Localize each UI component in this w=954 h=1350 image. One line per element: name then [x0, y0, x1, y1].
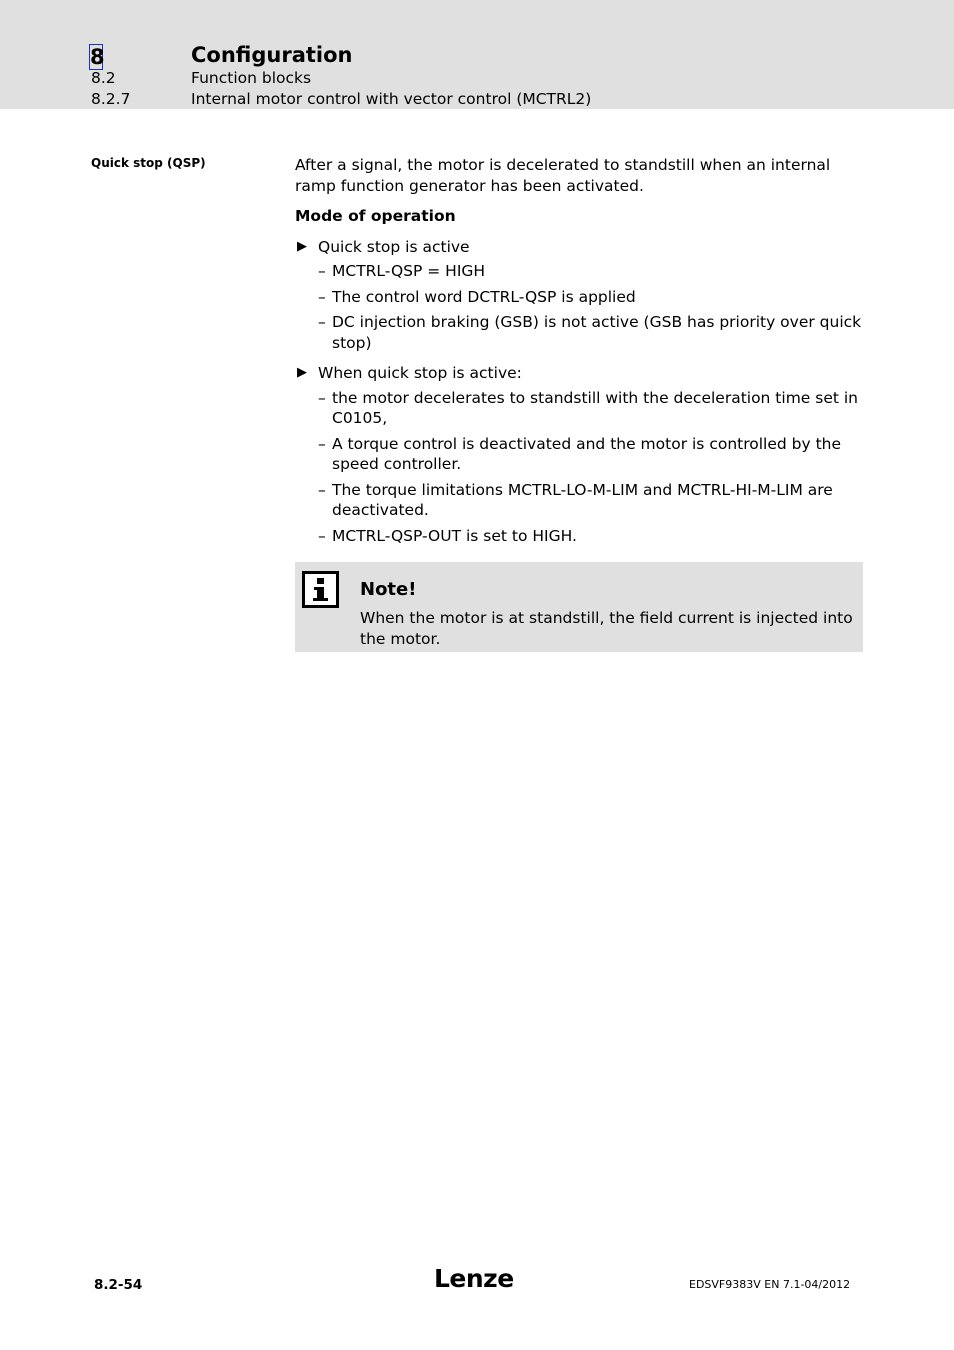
- sub-item: [295, 261, 865, 282]
- bullet-text: Quick stop is active: [318, 237, 470, 256]
- sub-item: [295, 287, 865, 308]
- sub-item-text: The torque limitations MCTRL-LO-M-LIM and MCTRL-HI-M-LIM are deactivated.: [332, 480, 833, 519]
- section-number: 8.2: [91, 69, 116, 87]
- margin-label: Quick stop (QSP): [91, 156, 206, 170]
- bullet-item: [295, 363, 865, 384]
- sub-item-text: the motor decelerates to standstill with the deceleration time set in C0105,: [332, 388, 859, 427]
- intro-paragraph: After a signal, the motor is decelerated to standstill when an internal ramp function generator has been activated.: [295, 156, 831, 195]
- sub-item: [295, 480, 865, 521]
- bullet-text: When quick stop is active:: [318, 364, 522, 382]
- dash-icon: –: [318, 480, 326, 499]
- lenze-logo: Lenze: [434, 1264, 514, 1293]
- sub-item: [295, 434, 865, 475]
- note-text: When the motor is at standstill, the field current is injected into the motor.: [360, 609, 853, 648]
- mode-heading: Mode of operation: [295, 207, 456, 225]
- dash-icon: –: [318, 434, 326, 453]
- dash-icon: –: [318, 262, 326, 280]
- subsection-title: Internal motor control with vector control (MCTRL2): [191, 90, 592, 108]
- sub-item: [295, 526, 865, 547]
- dash-icon: –: [318, 287, 326, 306]
- document-id: EDSVF9383V EN 7.1-04/2012: [689, 1278, 851, 1291]
- sub-item-text: A torque control is deactivated and the motor is controlled by the speed controller.: [332, 434, 842, 473]
- triangle-bullet-icon: ▶: [297, 365, 307, 380]
- page-header: [0, 0, 954, 109]
- info-icon: [302, 571, 339, 608]
- page-number: 8.2-54: [94, 1277, 143, 1293]
- sub-item-text: MCTRL-QSP-OUT is set to HIGH.: [332, 526, 577, 545]
- dash-icon: –: [318, 313, 326, 331]
- sub-item-text: MCTRL-QSP = HIGH: [332, 262, 486, 280]
- note-box: [295, 562, 863, 652]
- sub-item-text: DC injection braking (GSB) is not active (GSB has priority over quick stop): [332, 313, 862, 352]
- subsection-number: 8.2.7: [91, 90, 131, 108]
- sub-item-text: The control word DCTRL-QSP is applied: [332, 287, 636, 306]
- section-title: Function blocks: [191, 69, 312, 87]
- body-content: [295, 155, 865, 546]
- bullet-item: [295, 237, 865, 258]
- sub-item: [295, 312, 865, 353]
- chapter-title: Configuration: [191, 43, 353, 67]
- triangle-bullet-icon: ▶: [297, 238, 307, 254]
- dash-icon: –: [318, 526, 326, 545]
- sub-item: [295, 388, 865, 429]
- chapter-number: 8: [90, 45, 105, 69]
- note-title: Note!: [360, 579, 417, 600]
- dash-icon: –: [318, 388, 326, 407]
